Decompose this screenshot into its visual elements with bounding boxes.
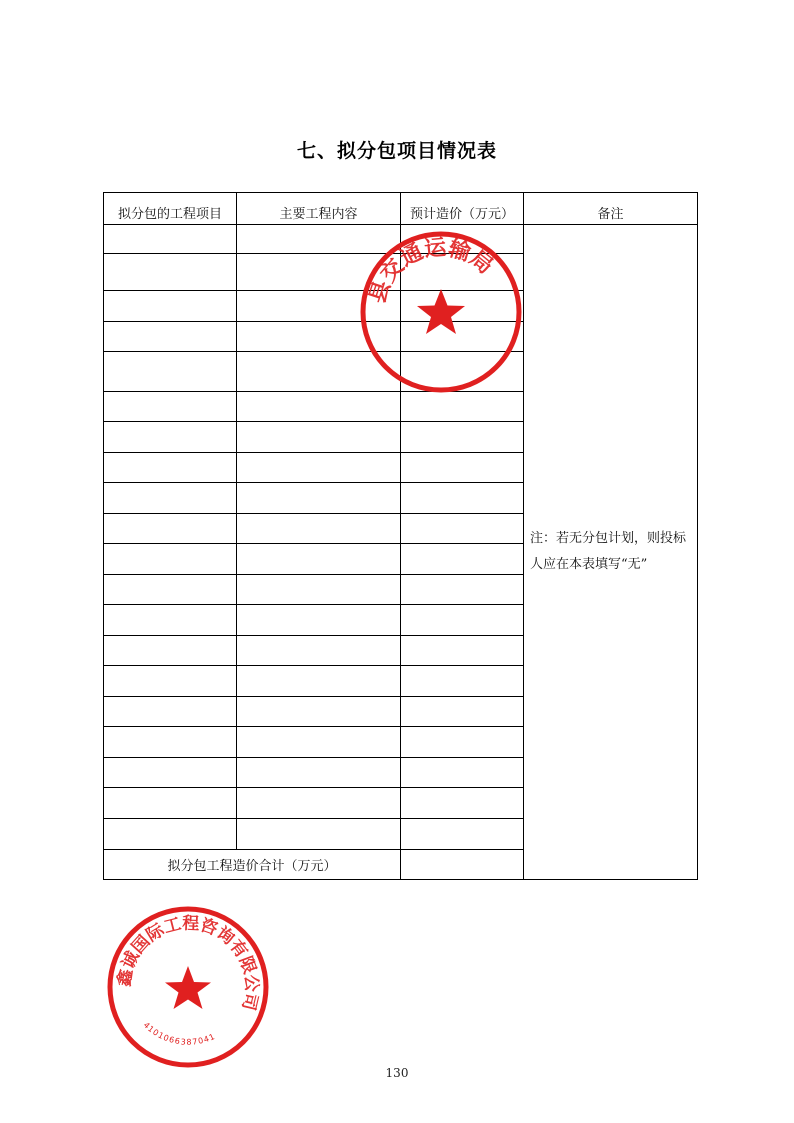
cost-cell[interactable] [401,392,524,422]
content-cell[interactable] [237,819,401,850]
project-cell[interactable] [104,254,237,291]
content-cell[interactable] [237,514,401,544]
content-cell[interactable] [237,605,401,636]
project-cell[interactable] [104,291,237,322]
project-cell[interactable] [104,697,237,727]
project-cell[interactable] [104,758,237,788]
cost-cell[interactable] [401,727,524,758]
project-cell[interactable] [104,453,237,483]
project-cell[interactable] [104,514,237,544]
header-project: 拟分包的工程项目 [104,193,237,225]
page-title: 七、拟分包项目情况表 [296,140,497,162]
project-cell[interactable] [104,605,237,636]
project-cell[interactable] [104,225,237,254]
seal-star-icon [417,289,465,334]
project-cell[interactable] [104,392,237,422]
project-cell[interactable] [104,636,237,666]
content-cell[interactable] [237,788,401,819]
county-transport-bureau-seal [360,231,522,393]
content-cell[interactable] [237,453,401,483]
project-cell[interactable] [104,575,237,605]
header-remarks: 备注 [524,193,698,225]
project-cell[interactable] [104,819,237,850]
header-cost: 预计造价（万元） [401,193,524,225]
cost-cell[interactable] [401,758,524,788]
cost-cell[interactable] [401,544,524,575]
project-cell[interactable] [104,352,237,392]
cost-cell[interactable] [401,483,524,514]
cost-cell[interactable] [401,605,524,636]
cost-cell[interactable] [401,636,524,666]
content-cell[interactable] [237,636,401,666]
content-cell[interactable] [237,758,401,788]
total-value-cell[interactable] [401,850,524,880]
cost-cell[interactable] [401,575,524,605]
total-label: 拟分包工程造价合计（万元） [104,850,401,880]
project-cell[interactable] [104,788,237,819]
consulting-company-seal [107,906,269,1068]
cost-cell[interactable] [401,422,524,453]
project-cell[interactable] [104,666,237,697]
page-number: 130 [385,1066,409,1080]
svg-text:县交通运输局: 县交通运输局 [365,235,498,307]
content-cell[interactable] [237,697,401,727]
content-cell[interactable] [237,575,401,605]
content-cell[interactable] [237,544,401,575]
cost-cell[interactable] [401,819,524,850]
content-cell[interactable] [237,727,401,758]
project-cell[interactable] [104,483,237,514]
table-header-row [104,193,698,225]
cost-cell[interactable] [401,666,524,697]
project-cell[interactable] [104,544,237,575]
content-cell[interactable] [237,422,401,453]
header-content: 主要工程内容 [237,193,401,225]
cost-cell[interactable] [401,453,524,483]
seal-star-icon [165,966,211,1009]
remarks-note: 注：若无分包计划，则投标人应在本表填写“无” [524,225,698,880]
cost-cell[interactable] [401,514,524,544]
content-cell[interactable] [237,392,401,422]
content-cell[interactable] [237,483,401,514]
project-cell[interactable] [104,422,237,453]
project-cell[interactable] [104,727,237,758]
cost-cell[interactable] [401,697,524,727]
project-cell[interactable] [104,322,237,352]
svg-text:4101066387041: 4101066387041 [141,1020,217,1047]
svg-text:鑫诚国际工程咨询有限公司: 鑫诚国际工程咨询有限公司 [114,913,262,1013]
seal-serial-number [142,1020,217,1046]
cost-cell[interactable] [401,788,524,819]
content-cell[interactable] [237,666,401,697]
